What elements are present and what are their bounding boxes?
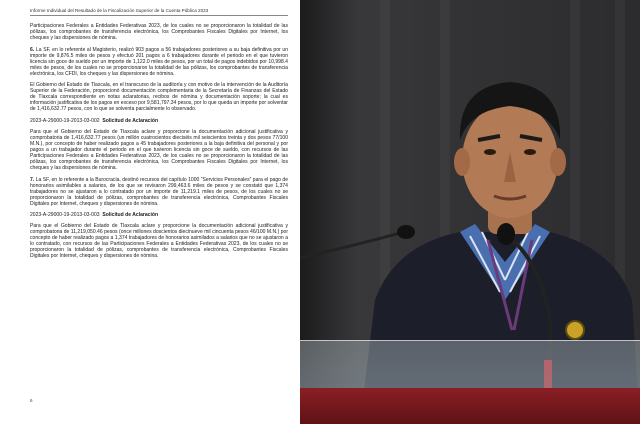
eye-right	[524, 149, 536, 155]
lectern-red-band	[300, 388, 640, 424]
observation-code-003	[30, 212, 288, 218]
pin-badge	[566, 321, 584, 339]
paragraph-continuation: Participaciones Federales a Entidades Federativas 2023, de los cuales no se proporcionaron la totalidad de las pólizas, los comprobantes de transferencia electrónica, los Comprobantes Fiscales Digitales por Internet, los cheques y las dispersiones de nómina.	[30, 23, 288, 42]
paragraph-7	[30, 177, 288, 207]
code-003: 2023-A-29000-19-2013-03-003	[30, 212, 100, 219]
paragraph-6	[30, 47, 288, 77]
paragraph-6-text: La SF, en lo referente al Magisterio, realizó 903 pagos a 56 trabajadores posteriores a su baja definitiva por un importe de 9,876.5 miles de pesos y efectuó 201 pagos a 6 trabajadores durante el periodo en el que tuvieron licencia sin goce de sueldo por un importe de 1,122.0 miles de pesos, por un total de pagos indebidos por 10,998.4 miles de pesos, de los cuales no se proporcionaron la totalidad de las pólizas, los comprobantes de transferencia electrónica, los CFDI, los cheques y las dispersiones de nómina.	[30, 46, 289, 77]
paragraph-request-002: Para que el Gobierno del Estado de Tlaxcala aclare y proporcione la documentación adicional justificativa y comprobatoria de 1,416,632.77 pesos (un millón cuatrocientos dieciséis mil seiscientos treinta y dos pesos 77/100 M.N.), por concepto de haber realizado pagos a 45 trabajadores posteriores a la baja definitiva del personal y por pagos a un trabajador durante el periodo en el que tuvieron licencia sin goce de sueldo, con recursos de las Participaciones Federales a Entidades Federativas 2023, de los cuales no se proporcionaron la totalidad de las pólizas, los comprobantes de transferencia electrónica, los Comprobantes Fiscales Digitales por Internet, los cheques y las dispersiones de nómina.	[30, 128, 288, 172]
code-002: 2023-A-29000-19-2013-03-002	[30, 117, 100, 124]
observation-code-002	[30, 118, 288, 124]
code-002-label: Solicitud de Aclaración	[102, 117, 159, 124]
microphone-left-stem	[300, 232, 404, 258]
eye-left	[484, 149, 496, 155]
item-number-7: 7.	[30, 176, 35, 183]
document-page	[0, 0, 300, 424]
paragraph-7-text: La SF, en lo referente a la Burocracia, destinó recursos del capítulo 1000 “Servicios Personales” para el pago de honorarios asimilables a salarios, de los que se revisaron 299,463.6 miles de pesos y se constató que 1,374 trabajadores no se ajustaron a lo contratado por un importe de 11,219.1 miles de pesos, de los cuales no se proporcionaron la totalidad de pólizas, comprobantes de transferencia electrónica, Comprobantes Fiscales Digitales por Internet, cheques y dispersiones de nómina.	[30, 176, 289, 207]
item-number-6: 6.	[30, 46, 35, 53]
document-header: Informe Individual del Resultado de la Fiscalización Superior de la Cuenta Pública 2023	[30, 8, 288, 16]
microphone-left-head	[397, 225, 415, 239]
ear-right	[550, 148, 566, 176]
speaker-photo	[300, 0, 640, 424]
paragraph-response: El Gobierno del Estado de Tlaxcala, en el transcurso de la auditoría y con motivo de la intervención de la Auditoría Superior de la Federación, proporcionó documentación complementaria de la Secretaría de Finanzas del Estado de Tlaxcala correspondiente en notas aclaratorias, recibos de nómina y documentación soporte; la cual es información justificativa de los pagos en exceso por 9,581,797.34 pesos, por lo que queda un importe por solventar de 1,416,632.77 pesos, con lo que se solventa parcialmente lo observado.	[30, 82, 288, 113]
code-003-label: Solicitud de Aclaración	[102, 212, 159, 219]
microphone-right-head	[497, 223, 515, 245]
page-number: 6	[30, 398, 33, 403]
paragraph-request-003: Para que el Gobierno del Estado de Tlaxcala aclare y proporcione la documentación adicional justificativa y comprobatoria de 11,219,050.46 pesos (once millones doscientos diecinueve mil cincuenta pesos 46/100 M.N.) por concepto de haber realizado pagos a 1,374 trabajadores de honorarios asimilados a salarios que no se ajustaron a lo contratado, con recursos de las Participaciones Federales a Entidades Federativas 2023, de los cuales no se proporcionaron la totalidad de pólizas, comprobantes de transferencia electrónica, Comprobantes Fiscales Digitales por Internet, cheques y dispersiones de nómina.	[30, 223, 288, 260]
ear-left	[454, 148, 470, 176]
